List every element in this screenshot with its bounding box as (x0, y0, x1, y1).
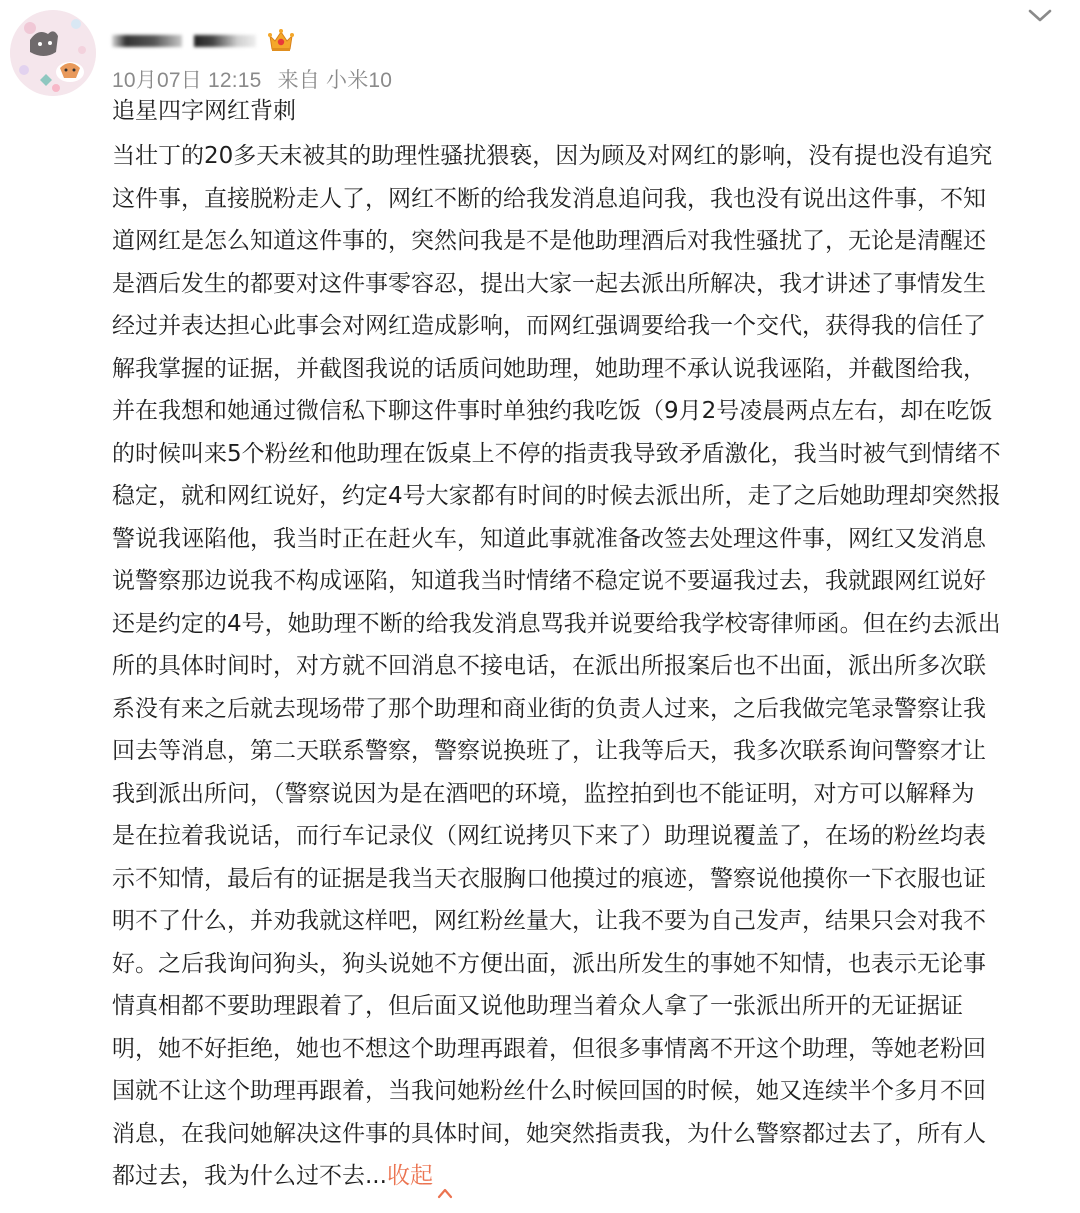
post-title: 追星四字网红背刺 (112, 98, 296, 124)
body-line: 并在我想和她通过微信私下聊这件事时单独约我吃饭（9月2号凌晨两点左右，却在吃饭 (112, 398, 993, 424)
body-line: 我到派出所问，（警察说因为是在酒吧的环境，监控拍到也不能证明，对方可以解释为 (112, 780, 975, 807)
body-line: 的时候叫来5个粉丝和他助理在饭桌上不停的指责我导致矛盾激化，我当时被气到情绪不 (112, 440, 1001, 467)
body-line: 好。之后我询问狗头，狗头说她不方便出面，派出所发生的事她不知情，也表示无论事 (112, 950, 986, 977)
body-line: 系没有来之后就去现场带了那个助理和商业街的负责人过来，之后我做完笔录警察让我 (112, 695, 986, 722)
collapse-label[interactable]: 收起 (386, 1163, 433, 1189)
body-line: 明不了什么，并劝我就这样吧，网红粉丝量大，让我不要为自己发声，结果只会对我不 (112, 908, 986, 934)
body-line: 是酒后发生的都要对这件事零容忍，提出大家一起去派出所解决，我才讲述了事情发生 (112, 270, 986, 297)
body-line: 解我掌握的证据，并截图我说的话质问她助理，她助理不承认说我诬陷，并截图给我， (112, 355, 986, 382)
body-line: 当壮丁的20多天末被其的助理性骚扰猥亵，因为顾及对网红的影响，没有提也没有追究 (112, 143, 993, 169)
body-line: 示不知情，最后有的证据是我当天衣服胸口他摸过的痕迹，警察说他摸你一下衣服也证 (112, 865, 986, 892)
post-meta (112, 64, 402, 94)
body-line: 回去等消息，第二天联系警察，警察说换班了，让我等后天，我多次联系询问警察才让 (112, 738, 986, 764)
username-blur-1 (112, 35, 182, 47)
body-line: 明，她不好拒绝，她也不想这个助理再跟着，但很多事情离不开这个助理，等她老粉回 (112, 1035, 986, 1062)
body-line: 稳定，就和网红说好，约定4号大家都有时间的时候去派出所，走了之后她助理却突然报 (112, 483, 1001, 509)
body-line: 情真相都不要助理跟着了，但后面又说他助理当着众人拿了一张派出所开的无证据证 (112, 993, 963, 1019)
body-line: 说警察那边说我不构成诬陷，知道我当时情绪不稳定说不要逼我过去，我就跟网红说好 (112, 568, 986, 594)
body-line: 还是约定的4号，她助理不断的给我发消息骂我并说要给我学校寄律师函。但在约去派出 (112, 610, 1001, 637)
body-last-text: 都过去，我为什么过不去... (112, 1163, 387, 1189)
body-line: 道网红是怎么知道这件事的，突然问我是不是他助理酒后对我性骚扰了，无论是清醒还 (112, 228, 986, 254)
post-source: 来自 小米10 (277, 69, 393, 92)
avatar[interactable] (10, 10, 96, 96)
username-redacted[interactable] (112, 30, 262, 52)
body-line: 警说我诬陷他，我当时正在赶火车，知道此事就准备改签去处理这件事，网红又发消息 (112, 525, 986, 552)
body-line: 是在拉着我说话，而行车记录仪（网红说拷贝下来了）助理说覆盖了，在场的粉丝均表 (112, 823, 986, 849)
body-line: 这件事，直接脱粉走人了，网红不断的给我发消息追问我，我也没有说出这件事，不知 (112, 185, 986, 212)
username-blur-2 (194, 35, 256, 47)
body-line: 国就不让这个助理再跟着，当我问她粉丝什么时候回国的时候，她又连续半个多月不回 (112, 1078, 986, 1104)
post-body (112, 135, 1057, 1198)
post-timestamp[interactable]: 10月07日 12:15 (112, 69, 262, 92)
collapse-link[interactable] (387, 1163, 453, 1189)
body-last-line (112, 1155, 1057, 1198)
body-line: 所的具体时间时，对方就不回消息不接电话，在派出所报案后也不出面，派出所多次联 (112, 653, 986, 679)
crown-badge-icon (266, 26, 296, 54)
body-line: 经过并表达担心此事会对网红造成影响，而网红强调要给我一个交代，获得我的信任了 (112, 313, 986, 339)
chevron-up-icon[interactable] (437, 1171, 453, 1183)
body-line: 消息，在我问她解决这件事的具体时间，她突然指责我，为什么警察都过去了，所有人 (112, 1120, 986, 1147)
chevron-down-icon[interactable] (1025, 4, 1055, 26)
